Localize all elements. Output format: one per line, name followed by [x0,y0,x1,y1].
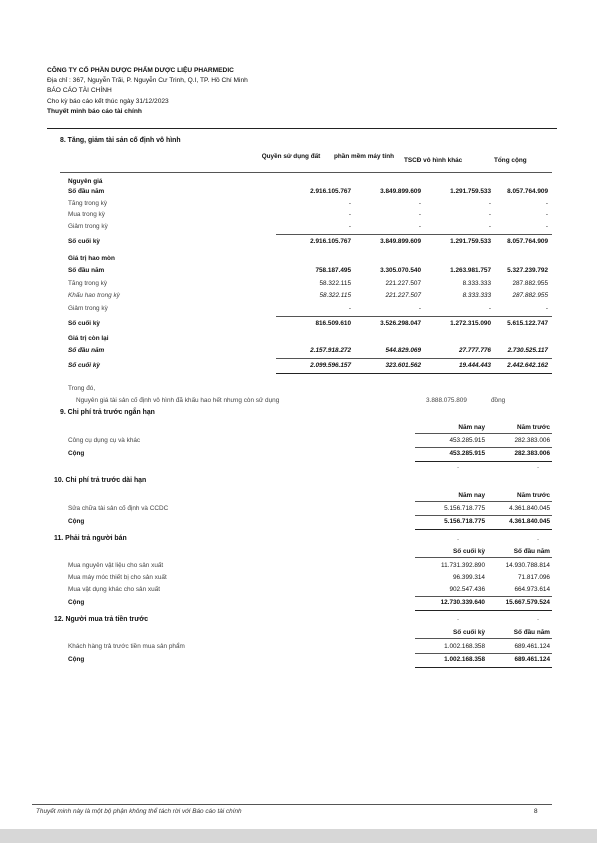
s8-cell: - [418,200,421,207]
s8-row-label: Khấu hao trong kỳ [68,292,120,299]
s8-row-label: Số đầu năm [68,267,105,274]
s8-row-label: Số cuối kỳ [68,362,100,369]
s12-total-label: Cộng [68,656,85,663]
s8-cell: 758.187.495 [315,267,351,274]
s10-cell: 4.361.840.045 [509,505,550,512]
s8-cell: 544.829.069 [385,347,421,354]
s11-cell: 14.930.788.814 [505,562,550,569]
s9-total-label: Cộng [68,450,85,457]
s10-total-cell: 5.156.718.775 [444,518,485,525]
s12-dash: - [537,616,540,623]
s8-col-other: TSCĐ vô hình khác [404,157,463,164]
s8-header-line [60,172,552,173]
s11-cell: 11.731.392.890 [441,562,485,569]
s8-subtotal-line [276,316,552,317]
s10-cell: 5.156.718.775 [444,505,485,512]
s8-row-label: Giảm trong kỳ [68,305,108,312]
s8-cell: 2.157.918.272 [310,347,351,354]
s8-group-depreciation: Giá trị hao mòn [68,255,115,262]
section-10-title: 10. Chi phí trả trước dài hạn [54,477,147,484]
s10-header-line [415,501,552,502]
s10-total-line [415,515,552,516]
s8-cell: - [348,305,351,312]
s12-col-begin: Số đầu năm [513,629,550,636]
s8-cell: - [488,200,491,207]
s8-cell: 8.057.764.909 [507,238,548,245]
s8-cell: 816.509.610 [315,320,351,327]
s8-cell: - [545,305,548,312]
s9-header-line [415,433,552,434]
s8-cell: 2.099.596.157 [310,362,351,369]
s8-row-label: Số đầu năm [68,188,105,195]
s11-col-end: Số cuối kỳ [453,548,485,555]
s11-cell: 96.399.314 [453,574,485,581]
s8-cell: 1.272.315.090 [450,320,491,327]
s11-col-begin: Số đầu năm [513,548,550,555]
s8-note-unit: đồng [491,397,506,404]
section-12-title: 12. Người mua trả tiền trước [54,616,149,623]
s8-cell: - [545,223,548,230]
section-9-title: 9. Chi phí trả trước ngắn hạn [60,409,155,416]
s8-cell: 1.291.759.533 [450,188,491,195]
s11-cell: 664.973.614 [514,586,550,593]
section-11-title: 11. Phải trả người bán [54,535,127,542]
s8-cell: - [488,211,491,218]
s11-total-line [415,596,552,597]
s8-cell: 287.882.955 [512,292,548,299]
s8-cell: 3.526.298.047 [380,320,421,327]
s9-total-cell: 453.285.915 [449,450,485,457]
s8-row-label: Số cuối kỳ [68,238,100,245]
scan-edge [0,829,597,843]
s8-cell: 19.444.443 [459,362,491,369]
s10-total-cell: 4.361.840.045 [509,518,550,525]
s8-cell: 1.291.759.533 [450,238,491,245]
s8-cell: - [545,200,548,207]
s8-note-value: 3.888.075.809 [426,397,467,404]
s8-cell: 8.057.764.909 [507,188,548,195]
s8-cell: 3.849.899.609 [380,188,421,195]
s8-cell: - [418,211,421,218]
footer-divider [32,804,552,805]
s12-row-label: Khách hàng trả trước tiền mua sản phẩm [68,643,185,650]
s11-header-line [415,557,552,558]
s8-net-line [276,358,552,359]
s11-dash: - [457,536,460,543]
s8-cell: 5.615.122.747 [507,320,548,327]
s11-total-label: Cộng [68,599,85,606]
s8-bottom-line [276,373,552,374]
s9-cell: 282.383.006 [514,437,550,444]
s8-cell: 287.882.955 [512,280,548,287]
s9-total-line [415,447,552,448]
s11-row-label: Mua vật dụng khác cho sản xuất [68,586,161,593]
s8-cell: 58.322.115 [319,280,351,287]
s8-row-label: Giảm trong kỳ [68,223,108,230]
s8-cell: - [488,223,491,230]
s10-col-last-year: Năm trước [517,492,550,499]
s8-cell: - [545,211,548,218]
s8-cell: 58.322.115 [319,292,351,299]
s9-col-last-year: Năm trước [517,424,550,431]
s8-cell: - [348,223,351,230]
s8-cell: 323.601.562 [385,362,421,369]
s8-group-cost: Nguyên giá [68,178,103,185]
company-address: Địa chỉ : 367, Nguyễn Trãi, P. Nguyễn Cư Trinh, Q.I, TP. Hồ Chí Minh [47,77,248,84]
s12-col-end: Số cuối kỳ [453,629,485,636]
s10-total-label: Cộng [68,518,85,525]
s11-row-label: Mua máy móc thiết bị cho sản xuất [68,574,167,581]
s8-cell: 27.777.776 [459,347,491,354]
s8-col-land: Quyền sử dụng đất [261,153,321,160]
s9-dash: - [537,464,540,471]
s9-cell: 453.285.915 [449,437,485,444]
s8-cell: 2.916.105.767 [310,238,351,245]
s8-cell: - [418,305,421,312]
s8-cell: 2.730.525.117 [507,347,548,354]
s8-cell: - [348,211,351,218]
section-8-title: 8. Tăng, giảm tài sản cố định vô hình [60,137,181,144]
s12-dash: - [457,616,460,623]
s12-total-cell: 1.002.168.358 [444,656,485,663]
s12-cell: 1.002.168.358 [444,643,485,650]
s8-cell: - [418,223,421,230]
s8-note-text: Nguyên giá tài sản cố định vô hình đã khấu hao hết nhưng còn sử dụng [76,397,280,404]
s11-bottom-line [415,610,552,611]
s8-row-label: Tăng trong kỳ [68,280,108,287]
s12-cell: 689.461.124 [514,643,550,650]
report-title: BÁO CÁO TÀI CHÍNH [47,87,112,94]
s8-col-software: phần mềm máy tính [333,153,394,160]
s11-dash: - [537,536,540,543]
s8-subtotal-line [276,234,552,235]
s9-bottom-line [415,461,552,462]
s12-total-cell: 689.461.124 [514,656,550,663]
s8-cell: 221.227.507 [385,292,421,299]
s10-row-label: Sửa chữa tài sản cố định và CCDC [68,505,169,512]
s11-cell: 71.817.096 [518,574,550,581]
s8-cell: 5.327.239.792 [507,267,548,274]
s8-cell: 221.227.507 [385,280,421,287]
s11-cell: 902.547.436 [449,586,485,593]
notes-title: Thuyết minh báo cáo tài chính [47,108,142,115]
s8-cell: 8.333.333 [462,280,491,287]
s10-col-this-year: Năm nay [458,492,485,499]
s8-row-label: Số cuối kỳ [68,320,100,327]
s11-total-cell: 15.667.579.524 [505,599,550,606]
s12-bottom-line [415,667,552,668]
s11-total-cell: 12.730.339.640 [440,599,485,606]
s8-row-label: Tăng trong kỳ [68,200,108,207]
s12-header-line [415,638,552,639]
s8-row-label: Mua trong kỳ [68,211,105,218]
s12-total-line [415,653,552,654]
s9-total-cell: 282.383.006 [514,450,550,457]
report-period: Cho kỳ báo cáo kết thúc ngày 31/12/2023 [47,98,169,105]
s8-cell: 3.849.899.609 [380,238,421,245]
footer-note: Thuyết minh này là một bộ phận không thể tách rời với Báo cáo tài chính [36,808,242,815]
s8-note-intro: Trong đó, [68,385,96,392]
s8-row-label: Số đầu năm [68,347,105,354]
s8-cell: - [348,200,351,207]
s9-col-this-year: Năm nay [458,424,485,431]
s8-col-total: Tổng cộng [494,157,527,164]
s11-row-label: Mua nguyên vật liệu cho sản xuất [68,562,164,569]
company-name: CÔNG TY CỔ PHẦN DƯỢC PHẨM DƯỢC LIỆU PHARMEDIC [47,67,234,74]
s10-bottom-line [415,529,552,530]
s9-dash: - [457,464,460,471]
s8-cell: 2.916.105.767 [310,188,351,195]
s8-cell: - [488,305,491,312]
s8-cell: 8.333.333 [462,292,491,299]
s8-cell: 1.263.981.757 [450,267,491,274]
s8-group-net: Giá trị còn lại [68,335,109,342]
s9-row-label: Công cụ dụng cụ và khác [68,437,141,444]
page-number: 8 [534,808,538,815]
s8-cell: 2.442.642.162 [507,362,548,369]
header-divider [47,128,557,129]
s8-cell: 3.305.070.540 [380,267,421,274]
